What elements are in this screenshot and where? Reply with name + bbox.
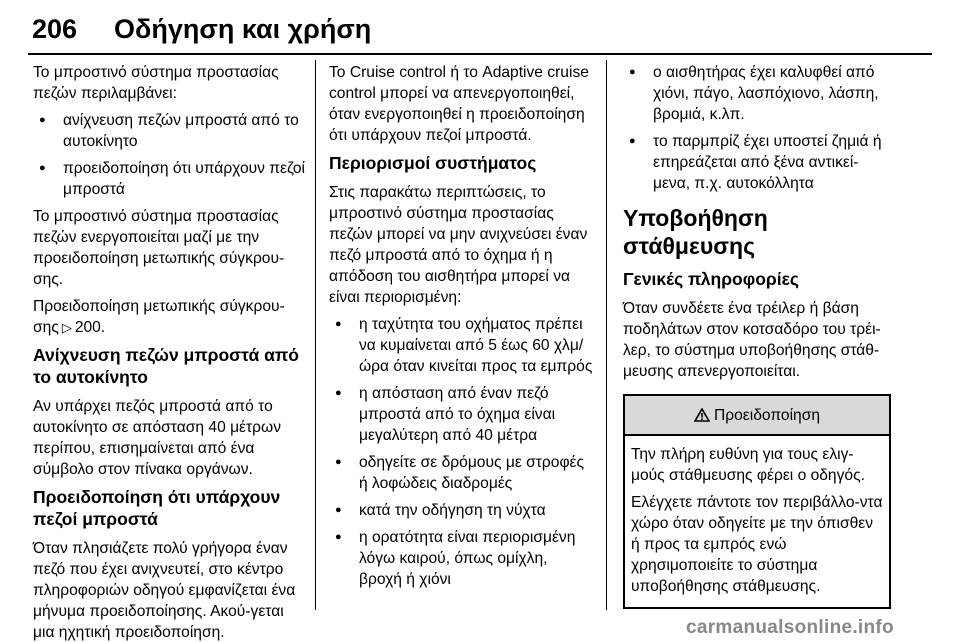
list-item: ● κατά την οδήγηση τη νύχτα [329,500,594,521]
watermark: carmanualsonline.info [686,617,894,638]
warning-paragraph: Όταν πλησιάζετε πολύ γρήγορα έναν πεζό που έχει ανιχνευτεί, στο κέντρο πληροφοριών οδηγού εμφανίζεται ένα μήνυμα προειδοποίησης. Ακού-γεται μια ηχητική προειδοποίηση. [33,540,296,641]
header-rule [28,53,932,55]
limits-list [329,314,594,590]
intro-paragraph: Το μπροστινό σύστημα προστασίας πεζών περιλαμβάνει: [33,64,279,102]
list-item: ● η απόσταση από έναν πεζό μπροστά από το όχημα είναι μεγαλύτερη από 40 μέτρα [329,383,594,446]
page-header [28,8,932,52]
column-1 [33,62,305,642]
limits-paragraph: Στις παρακάτω περιπτώσεις, το μπροστινό σύστημα προστασίας πεζών μπορεί να μην ανιχνεύσει έναν πεζό μπροστά από το όχημα ή η απόδοση του αισθητήρα μπορεί να είναι περιορισμένη: [329,184,588,306]
column-3 [623,62,891,609]
intro-list [33,110,305,200]
page-ref-link[interactable]: 200. [74,319,106,336]
list-item: ● η ορατότητα είναι περιορισμένη λόγω καιρού, όπως ομίχλη, βροχή ή χιόνι [329,527,594,590]
reference-text: Προειδοποίηση μετωπικής σύγκρου-σης [33,298,285,336]
warning-header [625,396,889,436]
section-heading-warning: Προειδοποίηση ότι υπάρχουν πεζοί μπροστά [33,487,281,529]
cruise-paragraph: Το Cruise control ή το Adaptive cruise control μπορεί να απενεργοποιηθεί, όταν ενεργοποιηθεί η προειδοποίηση ότι υπάρχουν πεζοί μπροστά. [329,64,589,144]
page-number: 206 [32,14,78,44]
warning-triangle-icon [694,408,710,422]
warning-box [623,394,891,609]
column-divider-2 [606,60,607,610]
page-ref-arrow-icon: ▷ [61,320,72,335]
warning-body [625,436,889,607]
limits-list-continued [623,62,891,194]
subsection-heading-general: Γενικές πληροφορίες [623,269,800,289]
column-2 [329,62,594,596]
general-paragraph: Όταν συνδέετε ένα τρέιλερ ή βάση ποδηλάτων στον κοτσαδόρο του τρέι-λερ, το σύστημα υποβοήθησης στάθ-μευσης απενεργοποιείται. [623,300,881,380]
list-item: ● οδηγείτε σε δρόμους με στροφές ή λοφώδεις διαδρομές [329,452,594,494]
section-heading-limits: Περιορισμοί συστήματος [329,153,537,173]
warning-text: Ελέγχετε πάντοτε τον περιβάλλο-ντα χώρο όταν οδηγείτε με την όπισθεν ή προς τα εμπρός ενώ χρησιμοποιείτε το σύστημα υποβοήθησης στάθμευσης. [631,494,883,595]
detection-paragraph: Αν υπάρχει πεζός μπροστά από το αυτοκίνητο σε απόσταση 40 μέτρων περίπου, επισημαίνεται από ένα σύμβολο στον πίνακα οργάνων. [33,398,282,478]
activation-paragraph: Το μπροστινό σύστημα προστασίας πεζών ενεργοποιείται μαζί με την προειδοποίηση μετωπικής σύγκρου-σης. [33,208,285,288]
section-heading-parking: Υποβοήθηση στάθμευσης [623,205,768,259]
list-item: ● το παρμπρίζ έχει υποστεί ζημιά ή επηρεάζεται από ξένα αντικεί-μενα, π.χ. αυτοκόλλητα [623,131,891,194]
reference-paragraph [33,296,305,338]
list-item: ● ανίχνευση πεζών μπροστά από το αυτοκίνητο [33,110,305,152]
section-heading-detection: Ανίχνευση πεζών μπροστά από το αυτοκίνητο [33,345,299,387]
list-item: ● προειδοποίηση ότι υπάρχουν πεζοί μπροστά [33,158,305,200]
page-title: Οδήγηση και χρήση [114,14,372,44]
list-item: ● ο αισθητήρας έχει καλυφθεί από χιόνι, πάγο, λασπόχιονο, λάσπη, βρομιά, κ.λπ. [623,62,891,125]
warning-title: Προειδοποίηση [714,406,820,424]
warning-text: Την πλήρη ευθύνη για τους ελιγ-μούς στάθμευσης φέρει ο οδηγός. [631,446,865,484]
list-item: ● η ταχύτητα του οχήματος πρέπει να κυμαίνεται από 5 έως 60 χλμ/ώρα όταν κινείται προς τα εμπρός [329,314,594,377]
column-divider-1 [315,60,316,610]
